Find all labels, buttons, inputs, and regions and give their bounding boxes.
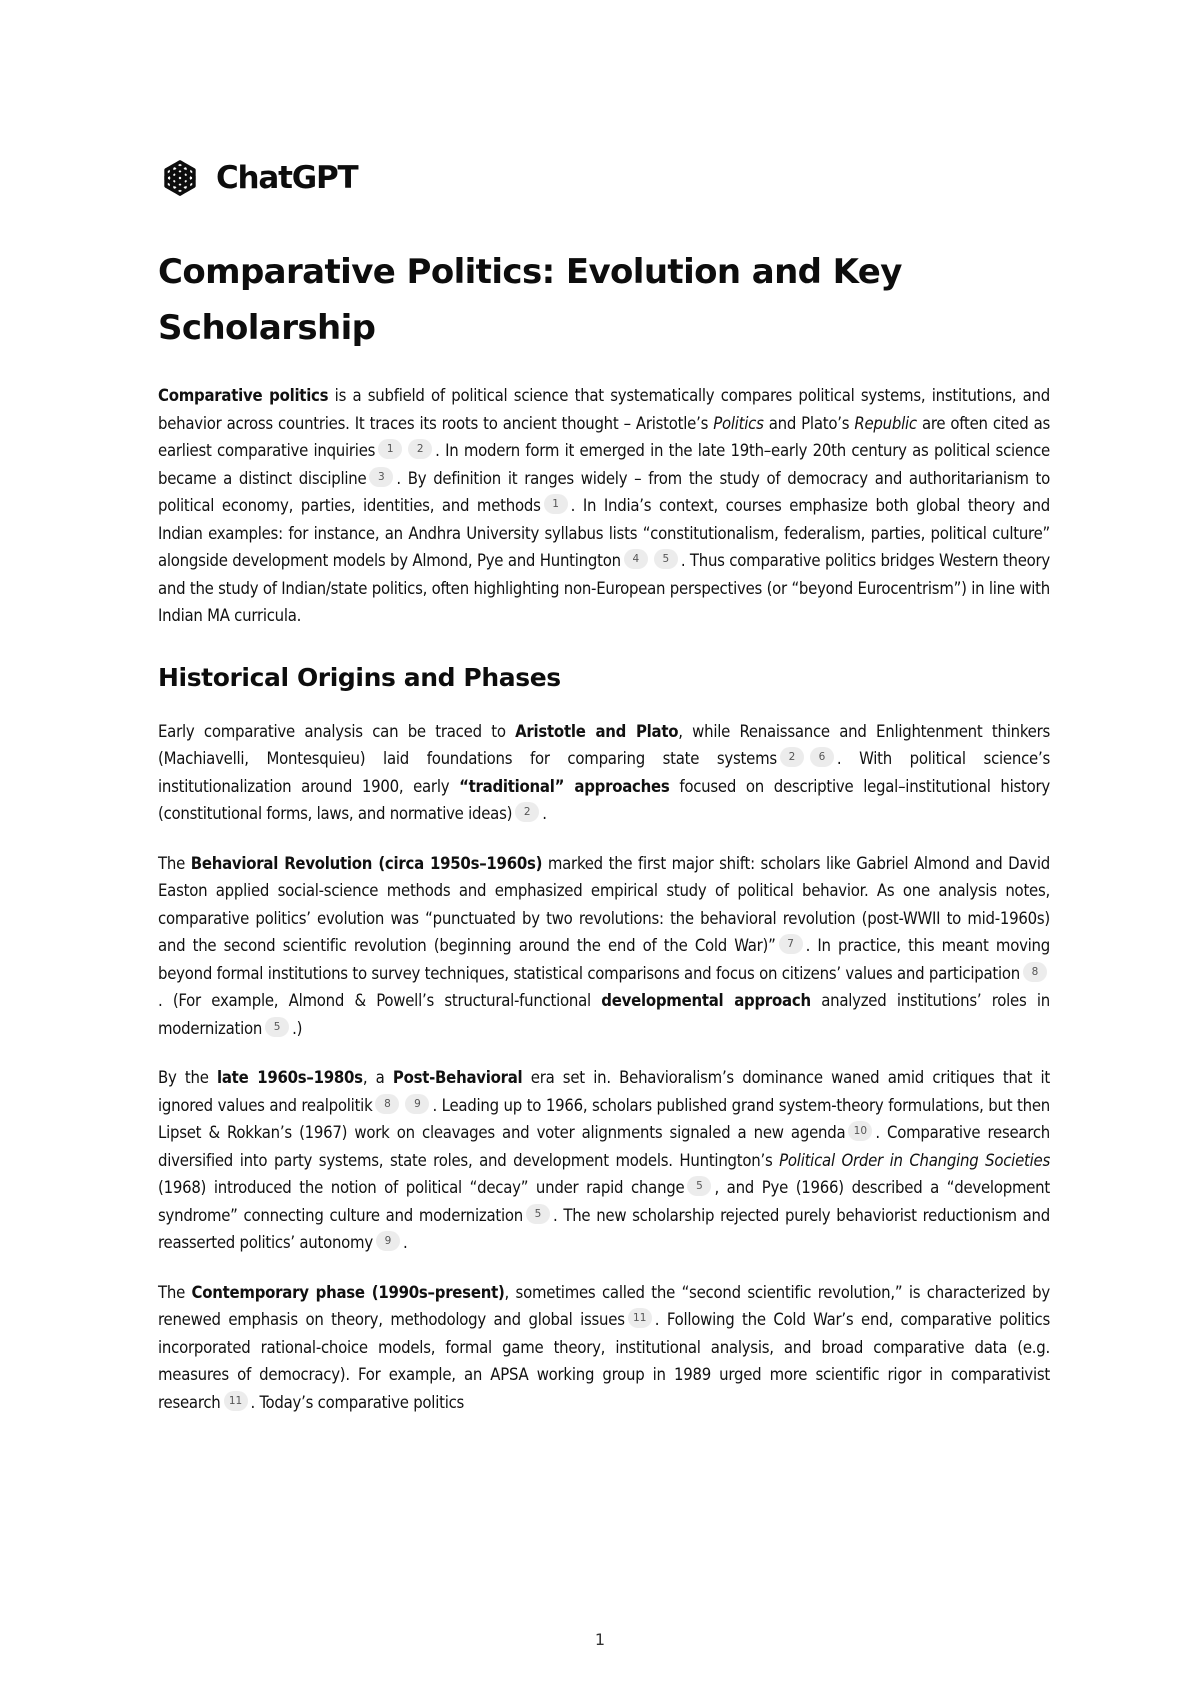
text-run: . Leading up to 1966, scholars published grand system-theory formulations, but then Lipset & Rokkan’s (1967) work on cleavages and voter alignments signaled a new agenda — [158, 1095, 1051, 1142]
text-run: . In India’s context, courses emphasize both global theory and Indian examples: for instance, an Andhra University syllabus lists “constitutionalism, federalism, parties, political culture” alongside development models by Almond, Pye and Huntington — [158, 496, 1050, 570]
key-term: Comparative politics — [158, 386, 329, 405]
citation-badge[interactable]: 8 — [1023, 962, 1047, 982]
citation-badge[interactable]: 5 — [687, 1176, 711, 1196]
text-run: . In modern form it emerged in the late 19th–early 20th century as political science became a distinct discipline — [158, 441, 1050, 488]
body-paragraph — [158, 1064, 1050, 1257]
text-run: . Comparative research diversified into party systems, state roles, and development models. Huntington’s — [158, 1123, 1050, 1170]
text-run: and Plato’s — [763, 413, 855, 433]
text-run: are often cited as earliest comparative inquiries — [158, 413, 1050, 460]
citation-badge[interactable]: 2 — [408, 439, 432, 459]
bold-term: late 1960s–1980s — [217, 1068, 363, 1087]
book-title: Political Order in Changing Societies — [779, 1150, 1050, 1170]
bold-term: developmental approach — [601, 991, 811, 1010]
text-run: . (For example, Almond & Powell’s structural-functional — [158, 991, 602, 1010]
page-number: 1 — [594, 1630, 606, 1649]
text-run: , a — [362, 1068, 393, 1087]
bold-term: Contemporary phase (1990s–present) — [191, 1282, 505, 1302]
text-run: , while Renaissance and Enlightenment thinkers (Machiavelli, Montesquieu) laid foundations for comparing state systems — [158, 721, 1050, 768]
text-run: , sometimes called the “second scientific revolution,” is characterized by renewed emphasis on theory, methodology and global issues — [158, 1282, 1050, 1329]
citation-badge[interactable]: 2 — [780, 747, 804, 767]
text-run: . The new scholarship rejected purely behaviorist reductionism and reasserted politics’ autonomy — [158, 1205, 1050, 1252]
text-run: By the — [158, 1068, 217, 1087]
text-run: . — [542, 804, 547, 823]
citation-badge[interactable]: 7 — [779, 934, 803, 954]
citation-badge[interactable]: 1 — [378, 439, 402, 459]
citation-badge[interactable]: 5 — [526, 1204, 550, 1224]
book-title: Republic — [854, 413, 917, 433]
document-page — [158, 150, 1050, 1416]
text-run: Early comparative analysis can be traced to — [158, 721, 516, 741]
text-run: , and Pye (1966) described a “development syndrome” connecting culture and modernization — [158, 1178, 1050, 1225]
bold-term: Behavioral Revolution (circa 1950s–1960s) — [190, 853, 543, 873]
body-paragraph — [158, 718, 1050, 828]
text-run: The — [158, 1282, 192, 1302]
text-run: . Following the Cold War’s end, comparative politics incorporated rational-choice models, formal game theory, institutional analysis, and broad comparative data (e.g. measures of democracy). For example, an APSA working group in 1989 urged more scientific rigor in comparativist research — [158, 1310, 1050, 1412]
body-paragraph — [158, 850, 1050, 1043]
bold-term: Aristotle and Plato — [515, 721, 679, 741]
citation-badge[interactable]: 9 — [376, 1231, 400, 1251]
text-run: . Today’s comparative politics — [250, 1392, 465, 1412]
text-run: marked the first major shift: scholars like Gabriel Almond and David Easton applied social-science methods and emphasized empirical study of political behavior. As one analysis notes, comparative politics’ evolution was “punctuated by two revolutions: the behavioral revolution (post-WWII to mid-1960s) and the second scientific revolution (beginning around the end of the Cold War)” — [158, 853, 1050, 955]
text-run: The — [158, 853, 191, 873]
page-title: Comparative Politics: Evolution and Key Scholarship — [158, 252, 902, 348]
text-run: focused on descriptive legal–institutional history (constitutional forms, laws, and normative ideas) — [158, 776, 1051, 823]
text-run: . In practice, this meant moving beyond formal institutions to survey techniques, statistical comparisons and focus on citizens’ values and participation — [158, 936, 1050, 983]
text-run: . Thus comparative politics bridges Western theory and the study of Indian/state politics, often highlighting non-European perspectives (or “beyond Eurocentrism”) in line with Indian MA curricula. — [158, 551, 1051, 625]
citation-badge[interactable]: 4 — [624, 549, 648, 569]
citation-badge[interactable]: 11 — [224, 1391, 248, 1411]
bold-term: “traditional” approaches — [459, 776, 670, 796]
intro-paragraph — [158, 382, 1050, 630]
text-run: . — [402, 1233, 408, 1252]
text-run: analyzed institutions’ roles in modernization — [158, 991, 1050, 1038]
citation-badge[interactable]: 5 — [265, 1017, 289, 1037]
citation-badge[interactable]: 6 — [810, 747, 834, 767]
text-run: . With political science’s institutionalization around 1900, early — [158, 749, 1050, 796]
text-run: (1968) introduced the notion of political “decay” under rapid change — [158, 1178, 685, 1197]
text-run: . By definition it ranges widely – from the study of democracy and authoritarianism to political economy, parties, identities, and methods — [158, 468, 1050, 515]
citation-badge[interactable]: 10 — [848, 1121, 872, 1141]
citation-badge[interactable]: 11 — [628, 1308, 652, 1328]
citation-badge[interactable]: 2 — [515, 802, 539, 822]
book-title: Politics — [713, 413, 764, 433]
citation-badge[interactable]: 1 — [544, 494, 568, 514]
section-heading: Historical Origins and Phases — [158, 662, 561, 692]
citation-badge[interactable]: 9 — [405, 1094, 429, 1114]
text-run: .) — [292, 1018, 303, 1038]
openai-logo-icon — [158, 156, 202, 200]
bold-term: Post-Behavioral — [392, 1068, 523, 1087]
brand-header — [158, 150, 1050, 206]
citation-badge[interactable]: 8 — [375, 1094, 399, 1114]
body-paragraph — [158, 1279, 1050, 1417]
text-run: era set in. Behavioralism’s dominance waned amid critiques that it ignored values and realpolitik — [158, 1068, 1050, 1115]
citation-badge[interactable]: 5 — [654, 549, 678, 569]
brand-name: ChatGPT — [216, 160, 358, 196]
citation-badge[interactable]: 3 — [369, 467, 393, 487]
text-run: is a subfield of political science that systematically compares political systems, institutions, and behavior across countries. It traces its roots to ancient thought – Aristotle’s — [158, 386, 1050, 433]
